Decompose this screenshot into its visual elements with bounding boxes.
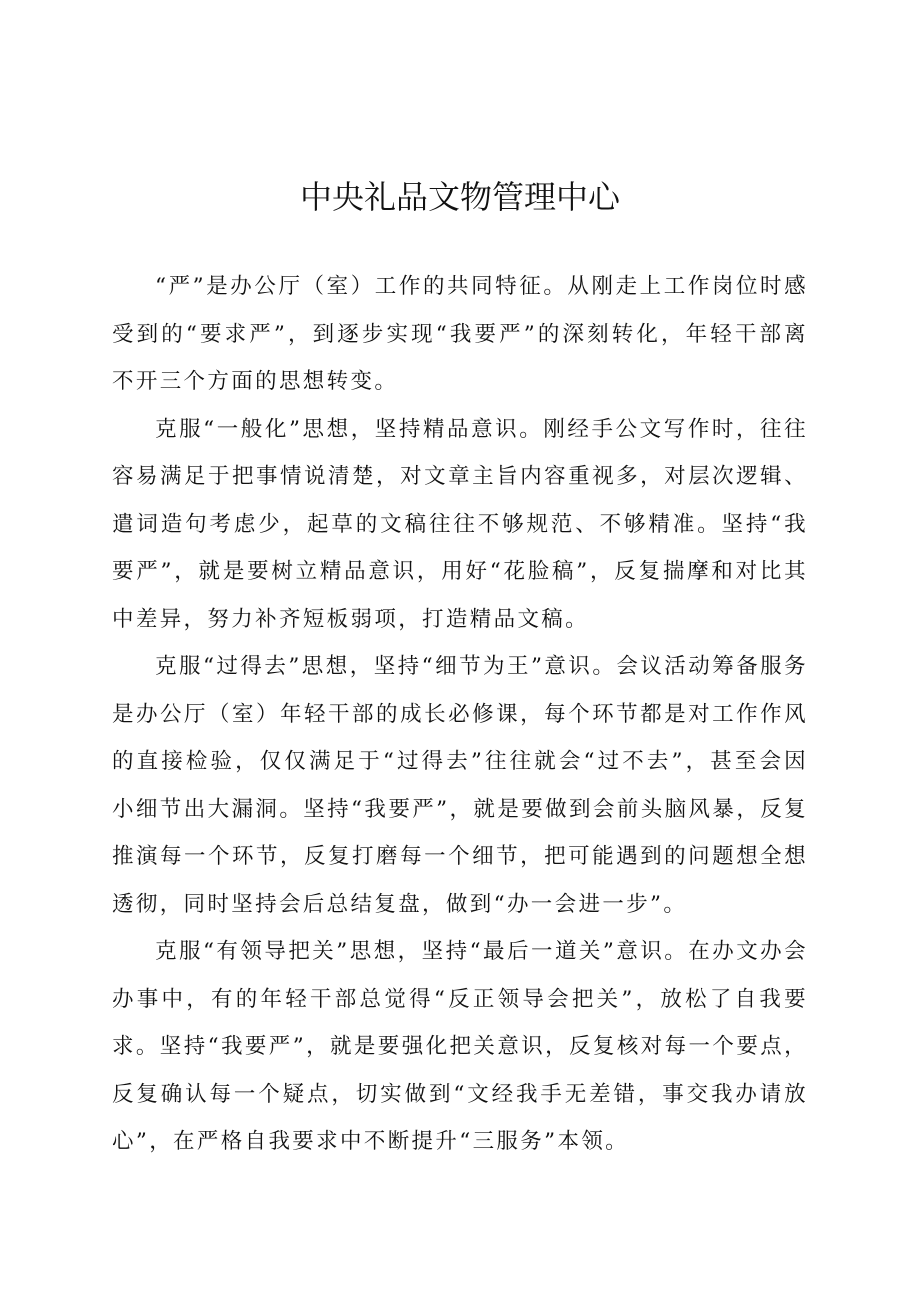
paragraph-final-check-awareness: 克服“有领导把关”思想，坚持“最后一道关”意识。在办文办会办事中，有的年轻干部总觉得“反正领导会把关”，放松了自我要求。坚持“我要严”，就是要强化把关意识，反复核对每一个要点，反复确认每一个疑点，切实做到“文经我手无差错，事交我办请放心”，在严格自我要求中不断提升“三服务”本领。 [112,939,808,1154]
document-title: 中央礼品文物管理中心 [299,178,620,216]
paragraph-intro: “严”是办公厅（室）工作的共同特征。从刚走上工作岗位时感受到的“要求严”，到逐步实现“我要严”的深刻转化，年轻干部离不开三个方面的思想转变。 [112,274,808,394]
paragraph-quality-awareness: 克服“一般化”思想，坚持精品意识。刚经手公文写作时，往往容易满足于把事情说清楚，对文章主旨内容重视多，对层次逻辑、遣词造句考虑少，起草的文稿往往不够规范、不够精准。坚持“我要严”，就是要树立精品意识，用好“花脸稿”，反复揣摩和对比其中差异，努力补齐短板弱项，打造精品文稿。 [112,416,808,632]
document-body [112,263,808,1166]
paragraph-detail-awareness: 克服“过得去”思想，坚持“细节为王”意识。会议活动筹备服务是办公厅（室）年轻干部的成长必修课，每个环节都是对工作作风的直接检验，仅仅满足于“过得去”往往就会“过不去”，甚至会因小细节出大漏洞。坚持“我要严”，就是要做到会前头脑风暴，反复推演每一个环节，反复打磨每一个细节，把可能遇到的问题想全想透彻，同时坚持会后总结复盘，做到“办一会进一步”。 [112,654,808,917]
